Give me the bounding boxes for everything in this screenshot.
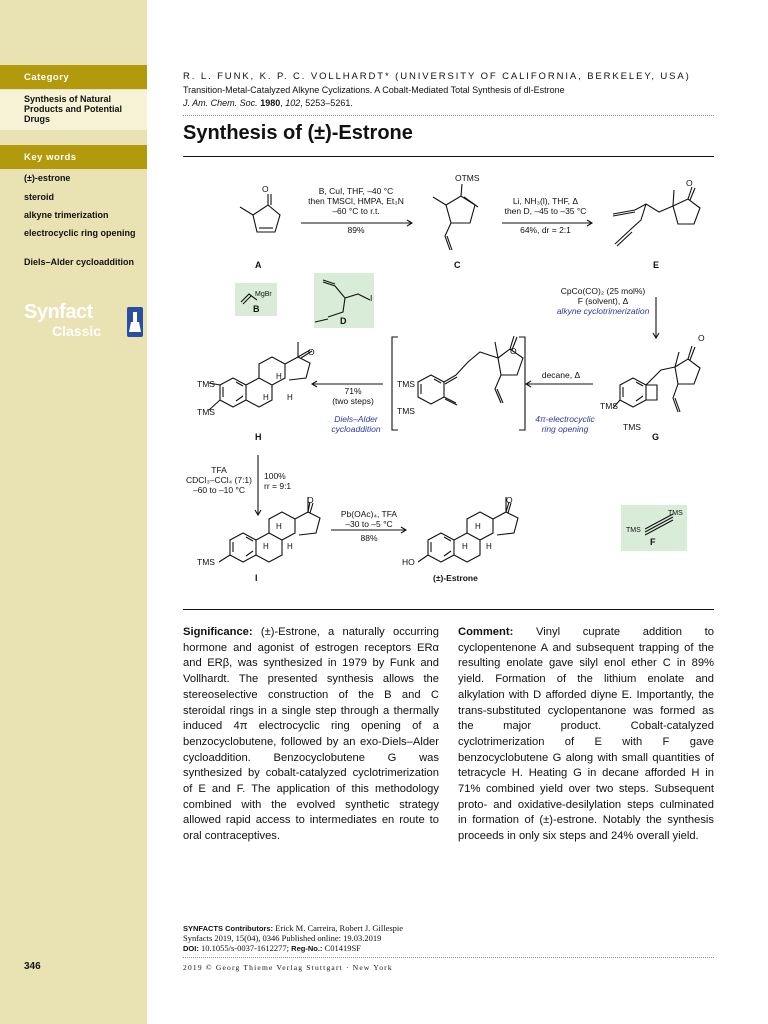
condition-line: TFA xyxy=(211,465,227,475)
atom-label: TMS xyxy=(668,510,683,517)
condition-line: (two steps) xyxy=(332,396,374,406)
condition-line: 100% xyxy=(264,471,286,481)
condition-line: CpCo(CO)₂ (25 mol%) xyxy=(560,286,646,296)
step7-yield: 88% xyxy=(360,533,378,543)
atom-label: O xyxy=(308,347,315,357)
divider xyxy=(183,115,714,116)
page-number: 346 xyxy=(24,961,41,972)
atom-label: TMS xyxy=(397,406,415,416)
comment-column xyxy=(458,625,714,845)
atom-label: H xyxy=(287,393,293,402)
atom-label: HO xyxy=(402,557,415,567)
journal-volume: 102 xyxy=(285,98,301,108)
condition-line: B, CuI, THF, –40 °C xyxy=(318,186,394,196)
reference-journal: J. Am. Chem. Soc. 1980, 102, 5253–5261. xyxy=(183,98,353,108)
category-heading: Category xyxy=(0,65,147,89)
contributors-names: Erick M. Carreira, Robert J. Gillespie xyxy=(275,923,404,933)
compound-label-estrone: (±)-Estrone xyxy=(433,573,478,583)
atom-label: H xyxy=(287,542,293,551)
doi-value: 10.1055/s-0037-1612277; xyxy=(200,943,290,953)
keyword-item: electrocyclic ring opening xyxy=(24,228,136,238)
atom-label: H xyxy=(462,542,468,551)
logo-sub-text: Classic xyxy=(52,323,102,339)
flask-icon xyxy=(127,307,143,337)
condition-line: then TMSCl, HMPA, Et₃N xyxy=(308,196,404,206)
synfact-logo xyxy=(24,301,139,343)
step4-note: 4π-electrocyclic ring opening xyxy=(535,414,595,434)
atom-label: O xyxy=(510,346,517,356)
keywords-heading: Key words xyxy=(0,145,147,169)
step2-conditions xyxy=(493,196,598,216)
atom-label: TMS xyxy=(197,407,215,417)
condition-line: rr = 9:1 xyxy=(264,481,292,491)
step6-conditions xyxy=(183,465,255,495)
scheme-structures xyxy=(183,172,714,602)
keyword-item: Diels–Alder cycloaddition xyxy=(24,257,135,267)
compound-label-f: F xyxy=(650,537,656,547)
atom-label: O xyxy=(686,178,693,188)
step6-yield xyxy=(264,471,291,491)
condition-line: –30 to –5 °C xyxy=(345,519,393,529)
regno-value: C01419SF xyxy=(324,943,361,953)
atom-label: TMS xyxy=(397,379,415,389)
sidebar xyxy=(0,0,147,1024)
condition-line: –60 °C to r.t. xyxy=(332,206,380,216)
category-text: Synthesis of Natural Products and Potential Drugs xyxy=(24,94,123,124)
compound-label-e: E xyxy=(653,260,660,270)
compound-label-a: A xyxy=(255,260,262,270)
atom-label: H xyxy=(276,372,282,381)
step3-conditions xyxy=(553,286,653,316)
citation: Synfacts 2019, 15(04), 0346 Published online: 19.03.2019 xyxy=(183,933,382,943)
step1-conditions xyxy=(296,186,416,216)
atom-label: H xyxy=(263,542,269,551)
step5-note: Diels–Alder cycloaddition xyxy=(331,414,381,434)
atom-label: TMS xyxy=(600,401,618,411)
atom-label: O xyxy=(698,333,705,343)
condition-line: Li, NH₃(l), THF, Δ xyxy=(512,196,579,206)
compound-label-d: D xyxy=(340,316,347,326)
keyword-item: steroid xyxy=(24,192,55,202)
compound-label-h: H xyxy=(255,432,262,442)
compound-label-g: G xyxy=(652,432,660,442)
compound-label-i: I xyxy=(255,573,258,583)
step5-yield xyxy=(323,386,383,406)
regno-label: Reg-No.: xyxy=(291,944,323,953)
journal-year: 1980 xyxy=(260,98,281,108)
step4-conditions: decane, Δ xyxy=(541,370,581,380)
condition-line: –60 to –10 °C xyxy=(192,485,246,495)
step2-yield: 64%, dr = 2:1 xyxy=(520,225,571,235)
step1-yield: 89% xyxy=(347,225,365,235)
logo-main-text: Synfact xyxy=(24,301,93,323)
atom-label: TMS xyxy=(626,527,641,534)
reference-title: Transition-Metal-Catalyzed Alkyne Cyclizations. A Cobalt-Mediated Total Synthesis of dl-Estrone xyxy=(183,85,565,95)
atom-label: TMS xyxy=(197,557,215,567)
comment-heading: Comment: xyxy=(458,626,514,638)
page-title: Synthesis of (±)-Estrone xyxy=(183,122,413,144)
authors: R. L. FUNK, K. P. C. VOLLHARDT* (UNIVERSITY OF CALIFORNIA, BERKELEY, USA) xyxy=(183,71,691,82)
keyword-item: (±)-estrone xyxy=(24,173,71,183)
atom-label: H xyxy=(475,522,481,531)
journal-abbrev: J. Am. Chem. Soc. xyxy=(183,98,258,108)
compound-label-c: C xyxy=(454,260,461,270)
significance-heading: Significance: xyxy=(183,626,253,638)
doi-line xyxy=(183,943,361,954)
copyright: 2019 © Georg Thieme Verlag Stuttgart · New York xyxy=(183,963,393,972)
significance-column xyxy=(183,625,439,845)
condition-note: alkyne cyclotrimerization xyxy=(556,306,650,316)
keyword-item: alkyne trimerization xyxy=(24,210,109,220)
condition-line: F (solvent), Δ xyxy=(577,296,629,306)
journal-pages: , 5253–5261. xyxy=(300,98,353,108)
significance-text: (±)-Estrone, a naturally occurring hormone and agonist of estrogen receptors ERα and ERβ, was synthesized in 1979 by Funk and Vollhardt. The presented synthesis allows the stereoselective construction of the B and C steroidal rings in a single step through a thermally induced 4π electrocyclic ring opening of a benzocyclobutene, followed by an exo-Diels–Alder cycloaddition. Benzocyclobutene G was synthesized by cobalt-catalyzed cyclotrimerization of E and F. The application of this methodology combined with the evolved synthetic strategy allowed rapid access to intermediates en route to oral contraceptives. xyxy=(183,626,440,843)
reaction-scheme xyxy=(183,172,714,602)
compound-label-b: B xyxy=(253,304,260,314)
step7-conditions xyxy=(331,509,407,529)
atom-label: MgBr xyxy=(255,291,272,298)
atom-label: TMS xyxy=(197,379,215,389)
atom-label: OTMS xyxy=(455,173,480,183)
atom-label: I xyxy=(370,293,373,303)
atom-label: O xyxy=(506,495,513,505)
footer-divider xyxy=(183,957,714,958)
condition-line: 71% xyxy=(344,386,362,396)
condition-line: Pb(OAc)₄, TFA xyxy=(340,509,398,519)
condition-line: CDCl₃–CCl₄ (7:1) xyxy=(186,475,252,485)
atom-label: H xyxy=(276,522,282,531)
atom-label: O xyxy=(262,184,269,194)
title-rule xyxy=(183,156,714,157)
condition-line: then D, –45 to –35 °C xyxy=(504,206,587,216)
scheme-rule xyxy=(183,609,714,610)
atom-label: O xyxy=(307,495,314,505)
contributors-label: SYNFACTS Contributors: xyxy=(183,924,273,933)
atom-label: TMS xyxy=(623,422,641,432)
atom-label: H xyxy=(486,542,492,551)
doi-label: DOI: xyxy=(183,944,199,953)
atom-label: H xyxy=(263,393,269,402)
comment-text: Vinyl cuprate addition to cyclopentenone A and subsequent trapping of the resulting enolate gave silyl enol ether C in 89% yield. Formation of the lithium enolate and alkylation with D afforded diyne E. Importantly, the trans-substituted cyclopentanone was formed as the major product. Cobalt-catalyzed cyclotrimerization of E with F gave benzocyclobutene G along with small quantities of tetracycle H. Heating G in decane afforded H in 71% combined yield over two steps. Subsequent proto- and oxidative-desilylation steps culminated in formation of (±)-estrone. Notably the synthesis proceeds in only six steps and 24% overall yield. xyxy=(458,626,714,843)
